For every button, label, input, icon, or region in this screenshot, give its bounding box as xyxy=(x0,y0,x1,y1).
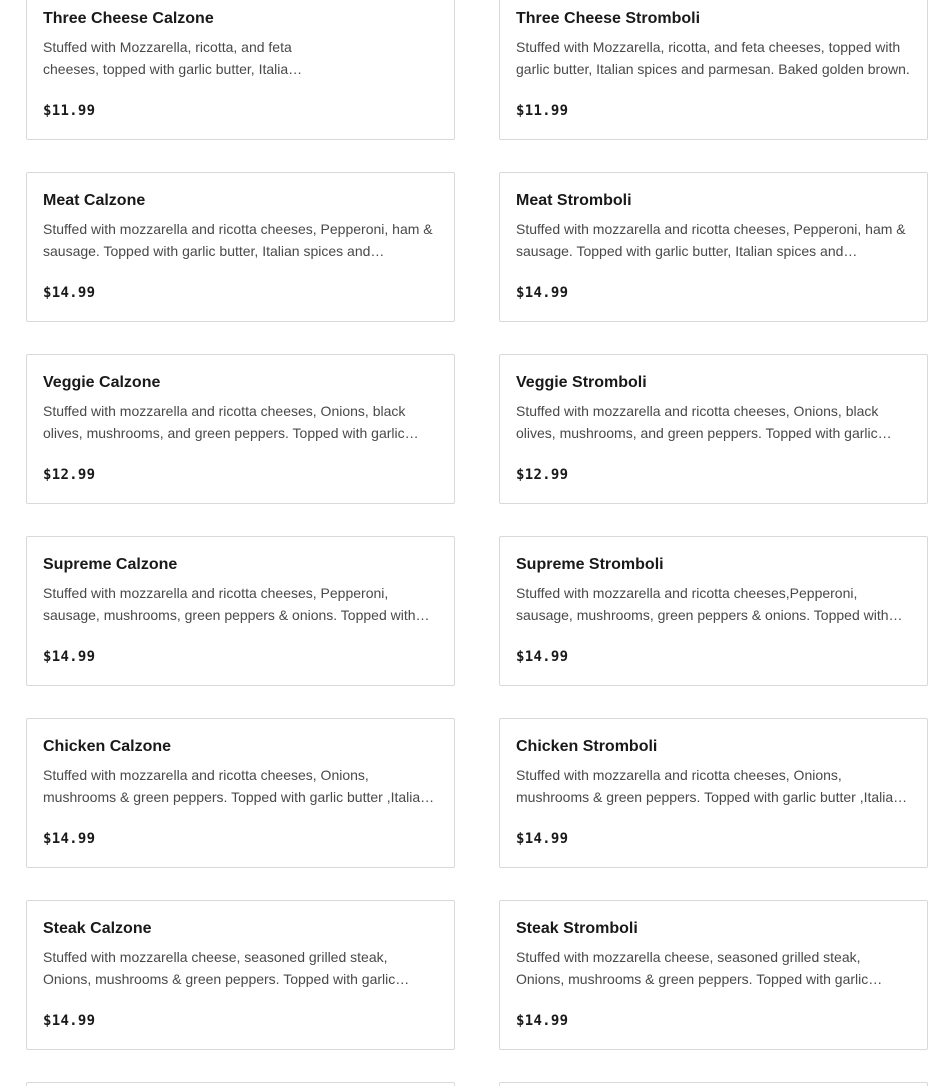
menu-item-card[interactable] xyxy=(499,718,928,868)
menu-item-description: Stuffed with mozzarella and ricotta cheeses, Onions, black olives, mushrooms, and green peppers. Topped with garlic xyxy=(516,403,879,441)
menu-item-name: Veggie Calzone xyxy=(43,374,161,391)
menu-item-name: Chicken Stromboli xyxy=(516,738,658,755)
menu-item-card[interactable] xyxy=(499,0,928,140)
menu-item-price: $14.99 xyxy=(516,831,569,847)
menu-item-card[interactable] xyxy=(499,354,928,504)
menu-item-price: $14.99 xyxy=(43,1013,96,1029)
menu-item-card[interactable] xyxy=(499,1082,928,1086)
menu-item-description: Stuffed with mozzarella and ricotta cheeses, Onions, mushrooms & green peppers. Topped with garlic butter ,Italian xyxy=(516,767,901,805)
menu-item-card[interactable] xyxy=(26,900,455,1050)
menu-item-price: $12.99 xyxy=(43,467,96,483)
menu-item-price: $14.99 xyxy=(516,285,569,301)
menu-item-card[interactable] xyxy=(499,172,928,322)
menu-item-description: Stuffed with mozzarella and ricotta cheeses, Pepperoni, ham & sausage. Topped with garlic butter, Italian spices and xyxy=(43,221,433,259)
menu-item-description: Stuffed with mozzarella cheese, seasoned grilled steak, Onions, mushrooms & green peppers. Topped with garlic xyxy=(43,949,396,987)
menu-item-name: Three Cheese Stromboli xyxy=(516,10,701,27)
menu-item-description: Stuffed with mozzarella cheese, seasoned grilled steak, Onions, mushrooms & green peppers. Topped with garlic xyxy=(516,949,869,987)
menu-item-description: Stuffed with mozzarella and ricotta cheeses, Pepperoni, ham & sausage. Topped with garlic butter, Italian spices and xyxy=(516,221,906,259)
menu-item-price: $11.99 xyxy=(43,103,96,119)
menu-item-card[interactable] xyxy=(26,172,455,322)
menu-item-description: Stuffed with Mozzarella, ricotta, and feta cheeses, topped with garlic butter, Italian spices and parmesan. Baked golden brown. xyxy=(516,39,910,77)
menu-item-name: Three Cheese Calzone xyxy=(43,10,214,27)
menu-item-name: Steak Stromboli xyxy=(516,920,638,937)
menu-item-description: Stuffed with mozzarella and ricotta cheeses, Pepperoni, sausage, mushrooms, green peppers & onions. Topped with xyxy=(43,585,416,623)
menu-item-name: Meat Calzone xyxy=(43,192,146,209)
menu-item-card[interactable] xyxy=(26,1082,455,1086)
menu-item-name: Supreme Calzone xyxy=(43,556,178,573)
menu-item-price: $14.99 xyxy=(516,1013,569,1029)
menu-item-price: $12.99 xyxy=(516,467,569,483)
menu-item-price: $11.99 xyxy=(516,103,569,119)
menu-item-price: $14.99 xyxy=(43,649,96,665)
menu-item-description: Stuffed with mozzarella and ricotta cheeses, Onions, mushrooms & green peppers. Topped with garlic butter ,Italian xyxy=(43,767,428,805)
menu-item-name: Meat Stromboli xyxy=(516,192,632,209)
menu-item-name: Chicken Calzone xyxy=(43,738,172,755)
menu-item-card[interactable] xyxy=(499,536,928,686)
menu-items-grid xyxy=(26,0,928,1086)
menu-item-name: Steak Calzone xyxy=(43,920,152,937)
menu-item-card[interactable] xyxy=(499,900,928,1050)
menu-item-card[interactable] xyxy=(26,354,455,504)
menu-item-card[interactable] xyxy=(26,718,455,868)
menu-item-price: $14.99 xyxy=(43,285,96,301)
menu-item-price: $14.99 xyxy=(516,649,569,665)
menu-item-name: Veggie Stromboli xyxy=(516,374,647,391)
menu-item-description: Stuffed with mozzarella and ricotta cheeses,Pepperoni, sausage, mushrooms, green peppers & onions. Topped with xyxy=(516,585,889,623)
menu-item-description: Stuffed with Mozzarella, ricotta, and feta cheeses, topped with garlic butter, Italian xyxy=(43,39,296,77)
menu-item-name: Supreme Stromboli xyxy=(516,556,664,573)
menu-item-card[interactable] xyxy=(26,0,455,140)
menu-item-card[interactable] xyxy=(26,536,455,686)
menu-item-price: $14.99 xyxy=(43,831,96,847)
menu-item-description: Stuffed with mozzarella and ricotta cheeses, Onions, black olives, mushrooms, and green peppers. Topped with garlic xyxy=(43,403,406,441)
